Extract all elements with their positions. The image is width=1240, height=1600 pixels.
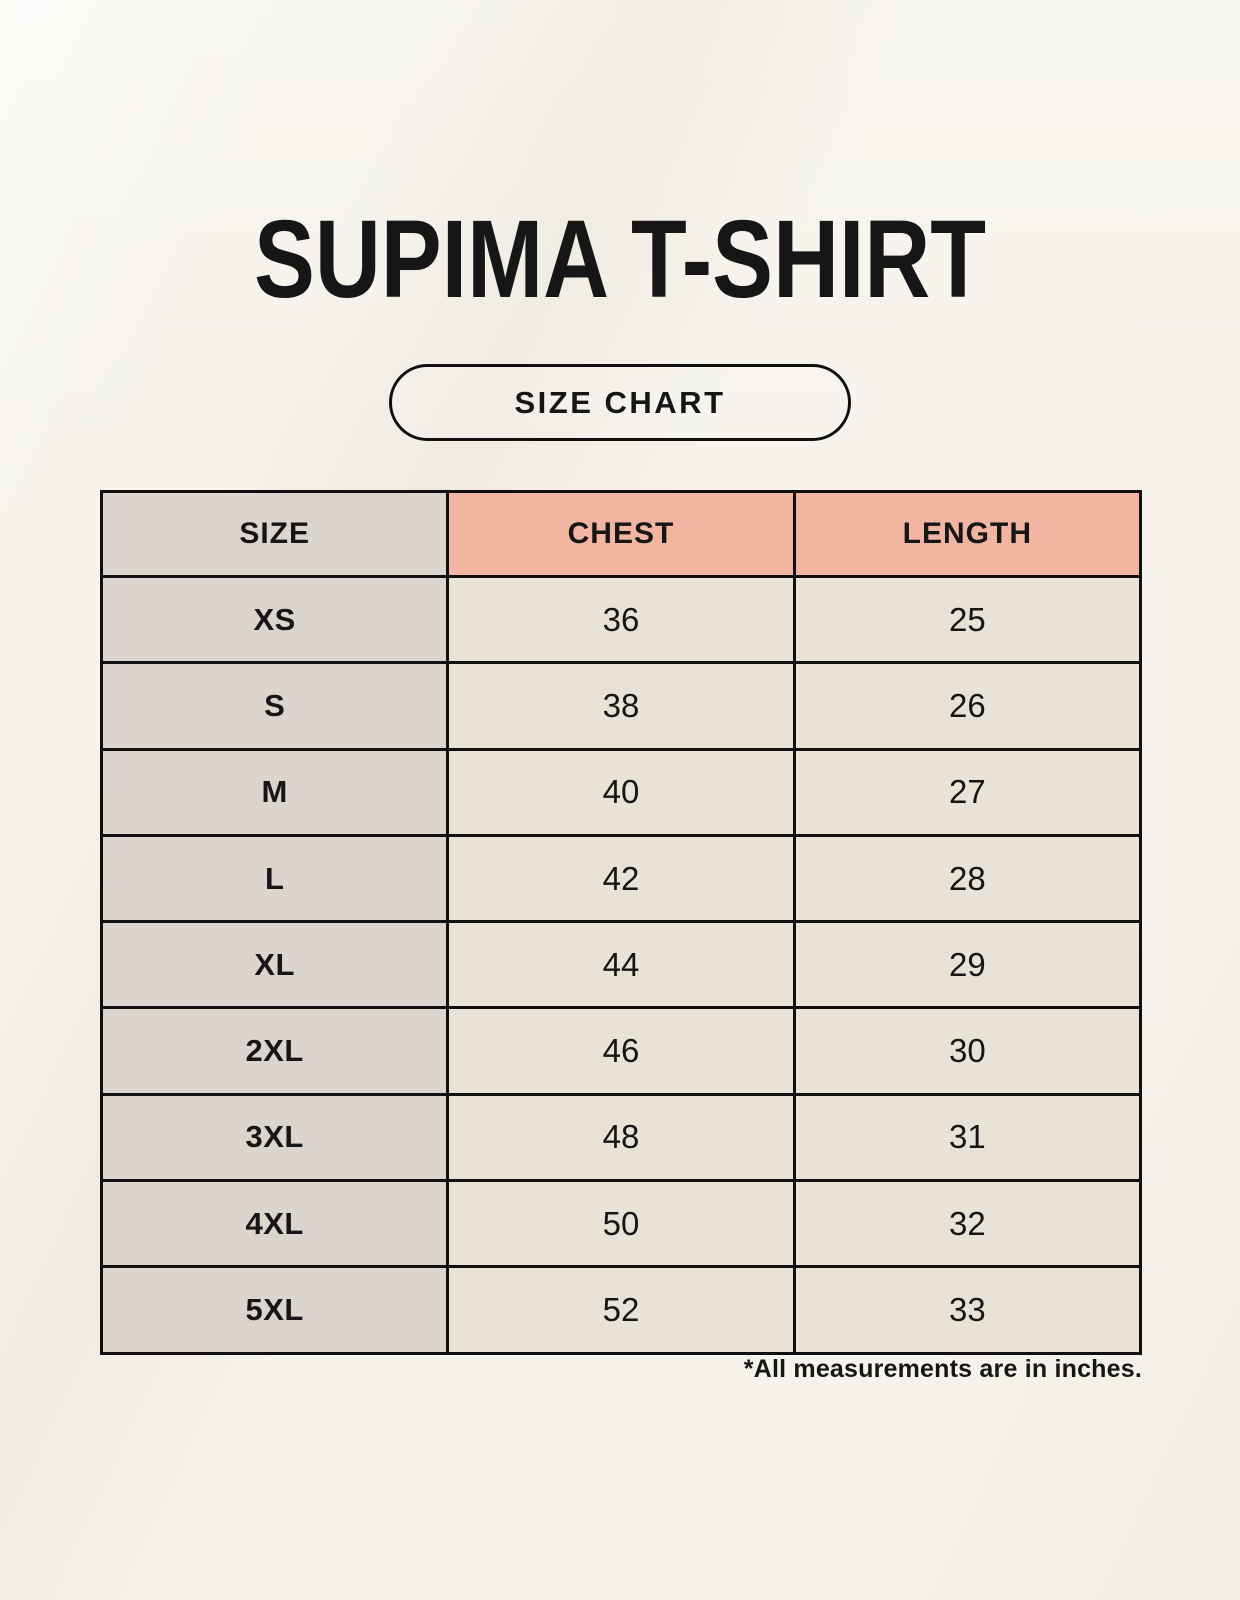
- chest-cell: 48: [448, 1094, 794, 1180]
- length-cell: 29: [794, 922, 1140, 1008]
- length-cell: 25: [794, 577, 1140, 663]
- table-row: [102, 577, 1141, 663]
- size-cell: 3XL: [102, 1094, 448, 1180]
- size-cell: S: [102, 663, 448, 749]
- size-cell: 5XL: [102, 1267, 448, 1353]
- length-cell: 26: [794, 663, 1140, 749]
- table-row: [102, 663, 1141, 749]
- size-table: [100, 490, 1142, 1355]
- table-row: [102, 922, 1141, 1008]
- page-title-text: SUPIMA T-SHIRT: [253, 198, 987, 321]
- length-cell: 32: [794, 1181, 1140, 1267]
- size-cell: XS: [102, 577, 448, 663]
- chest-cell: 46: [448, 1008, 794, 1094]
- length-cell: 33: [794, 1267, 1140, 1353]
- table-row: [102, 1094, 1141, 1180]
- chest-cell: 36: [448, 577, 794, 663]
- size-table-body: [102, 577, 1141, 1354]
- header-cell-chest: CHEST: [448, 492, 794, 577]
- page-title: [0, 198, 1240, 321]
- chest-cell: 52: [448, 1267, 794, 1353]
- header-cell-size: SIZE: [102, 492, 448, 577]
- chest-cell: 50: [448, 1181, 794, 1267]
- table-row: [102, 835, 1141, 921]
- length-cell: 31: [794, 1094, 1140, 1180]
- size-table-header: [102, 492, 1141, 577]
- header-row: [102, 492, 1141, 577]
- size-cell: XL: [102, 922, 448, 1008]
- size-cell: M: [102, 749, 448, 835]
- length-cell: 27: [794, 749, 1140, 835]
- table-row: [102, 1181, 1141, 1267]
- size-table-container: [100, 490, 1142, 1355]
- size-cell: 4XL: [102, 1181, 448, 1267]
- length-cell: 30: [794, 1008, 1140, 1094]
- chest-cell: 44: [448, 922, 794, 1008]
- size-chart-button[interactable]: [389, 364, 851, 441]
- chest-cell: 40: [448, 749, 794, 835]
- measurements-footnote: *All measurements are in inches.: [743, 1355, 1142, 1383]
- size-cell: L: [102, 835, 448, 921]
- header-cell-length: LENGTH: [794, 492, 1140, 577]
- table-row: [102, 749, 1141, 835]
- table-row: [102, 1267, 1141, 1353]
- chest-cell: 38: [448, 663, 794, 749]
- table-row: [102, 1008, 1141, 1094]
- size-chart-button-label: SIZE CHART: [514, 384, 726, 420]
- size-cell: 2XL: [102, 1008, 448, 1094]
- chest-cell: 42: [448, 835, 794, 921]
- length-cell: 28: [794, 835, 1140, 921]
